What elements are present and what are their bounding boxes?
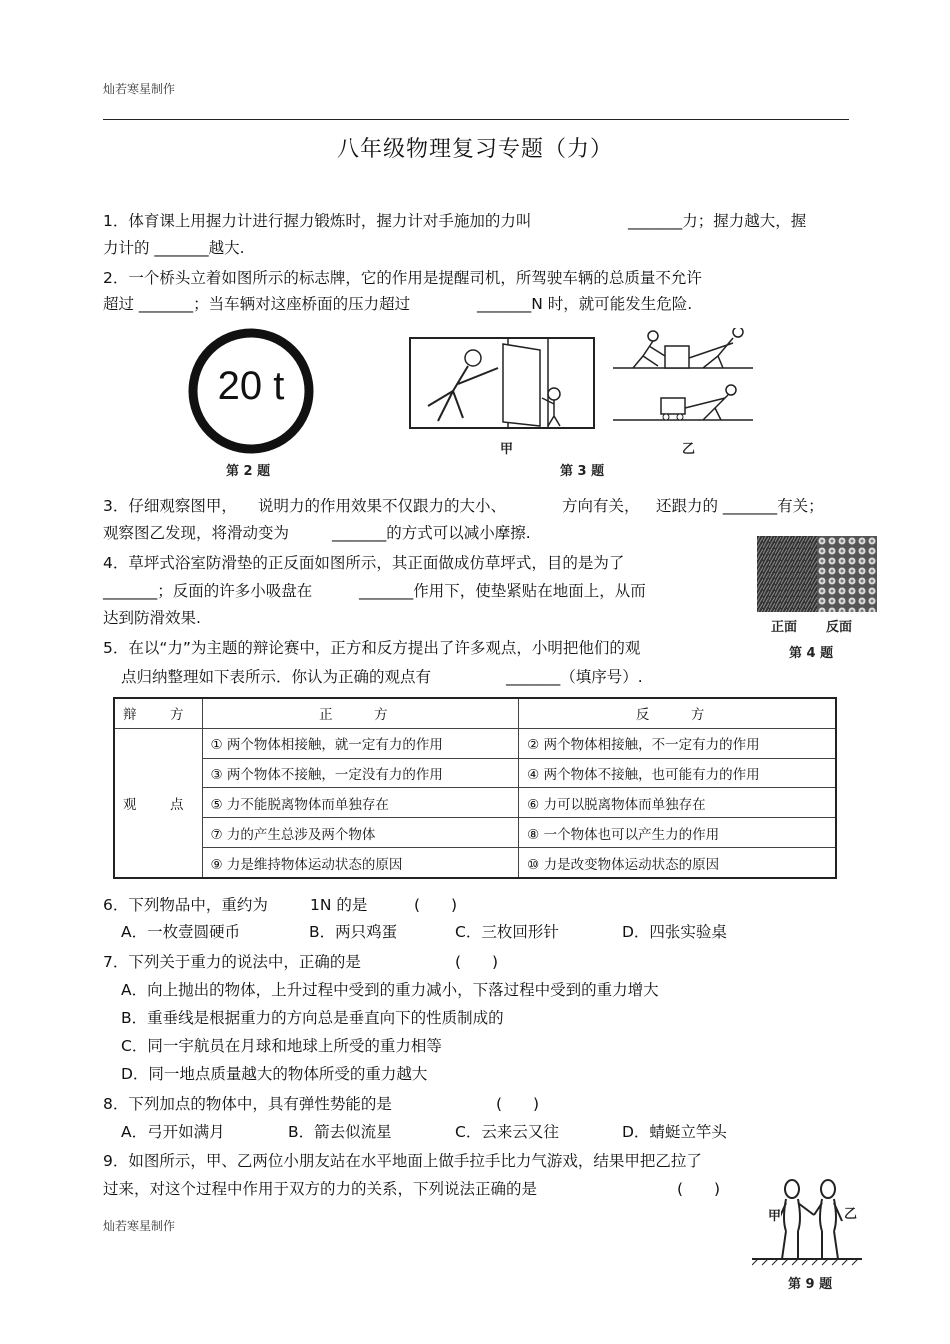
q3-line1d: 还跟力的 _______有关； <box>656 497 824 515</box>
page-footer-text: 灿若寒星制作 <box>103 1219 176 1233</box>
con-viewpoint: ⑩ 力是改变物体运动状态的原因 <box>519 848 836 878</box>
q6-option-d: D．四张实验桌 <box>622 923 727 941</box>
q7-option-b: B．重垂线是根据重力的方向总是垂直向下的性质制成的 <box>121 1009 504 1027</box>
sign-text: 20 t <box>217 364 285 408</box>
q2-line1: 2．一个桥头立着如图所示的标志牌，它的作用是提醒司机，所驾驶车辆的总质量不允许 <box>103 269 702 287</box>
q8-option-d: D．蜻蜓立竿头 <box>622 1123 727 1141</box>
q7-stem: 7．下列关于重力的说法中，正确的是 <box>103 953 361 971</box>
q8-option-a: A．弓开如满月 <box>121 1123 225 1141</box>
q3-line1c: 方向有关， <box>562 497 640 515</box>
header-pro: 正 方 <box>202 698 519 728</box>
q6-paren: ( ) <box>414 896 458 914</box>
con-viewpoint: ⑥ 力可以脱离物体而单独存在 <box>519 788 836 818</box>
con-viewpoint: ④ 两个物体不接触，也可能有力的作用 <box>519 758 836 788</box>
q9-paren: ( ) <box>677 1180 721 1198</box>
q6-option-a: A．一枚壹圆硬币 <box>121 923 241 941</box>
figure-9-caption: 第 9 题 <box>788 1277 833 1292</box>
q6-option-b: B．两只鸡蛋 <box>309 923 398 941</box>
pro-viewpoint: ③ 两个物体不接触，一定没有力的作用 <box>202 758 519 788</box>
pro-viewpoint: ⑦ 力的产生总涉及两个物体 <box>202 818 519 848</box>
figure-3-label-a: 甲 <box>500 442 514 457</box>
q2-line2a: 超过 _______；当车辆对这座桥面的压力超过 <box>103 295 411 313</box>
q7-paren: ( ) <box>455 953 499 971</box>
q8-option-b: B．箭去似流星 <box>288 1123 392 1141</box>
page-title: 八年级物理复习专题（力） <box>336 137 613 162</box>
debate-table <box>113 697 837 879</box>
q8-stem: 8．下列加点的物体中，具有弹性势能的是 <box>103 1095 392 1113</box>
figure-9 <box>752 1175 864 1293</box>
q4-line2b: _______作用下，使垫紧贴在地面上，从而 <box>359 582 646 600</box>
sliding-rolling-drawing-icon <box>613 328 753 422</box>
q4-line3: 达到防滑效果. <box>103 609 201 627</box>
page-header-text: 灿若寒星制作 <box>103 82 176 96</box>
q3-line1b: 说明力的作用效果不仅跟力的大小、 <box>258 497 507 515</box>
figure-2 <box>186 326 316 479</box>
q4-line1: 4．草坪式浴室防滑垫的正反面如图所示，其正面做成仿草坪式，目的是为了 <box>103 554 625 572</box>
q8-paren: ( ) <box>496 1095 540 1113</box>
q1-line1: 1．体育课上用握力计进行握力锻炼时，握力计对手施加的力叫 <box>103 212 532 230</box>
pro-viewpoint: ① 两个物体相接触，就一定有力的作用 <box>202 728 519 758</box>
q6-option-c: C．三枚回形针 <box>455 923 559 941</box>
figure-4-label-back: 反面 <box>826 620 853 635</box>
q3-line2a: 观察图乙发现，将滑动变为 <box>103 524 290 542</box>
q3-line2b: _______的方式可以减小摩擦. <box>332 524 531 542</box>
figure-9-label-b: 乙 <box>844 1207 858 1222</box>
q1-line2: 力计的 _______越大. <box>103 239 245 257</box>
q2-line2b: _______N 时，就可能发生危险. <box>477 295 693 313</box>
figure-9-label-a: 甲 <box>768 1205 781 1224</box>
pro-viewpoint: ⑤ 力不能脱离物体而单独存在 <box>202 788 519 818</box>
q5-line2a: 点归纳整理如下表所示．你认为正确的观点有 <box>121 668 432 686</box>
figure-2-caption: 第 2 题 <box>226 464 271 479</box>
table-row <box>114 758 836 788</box>
row-label: 观 点 <box>114 728 202 878</box>
con-viewpoint: ⑧ 一个物体也可以产生力的作用 <box>519 818 836 848</box>
figure-3 <box>408 336 753 478</box>
q8-option-c: C．云来云又往 <box>455 1123 559 1141</box>
table-row <box>114 788 836 818</box>
q1-line1-blank: _______力；握力越大，握 <box>628 212 807 230</box>
con-viewpoint: ② 两个物体相接触，不一定有力的作用 <box>519 728 836 758</box>
table-row <box>114 728 836 758</box>
header-con: 反 方 <box>519 698 836 728</box>
q7-option-a: A．向上抛出的物体，上升过程中受到的重力减小，下落过程中受到的重力增大 <box>121 981 659 999</box>
door-push-drawing-icon <box>408 336 596 430</box>
q6-stem-b: 1N 的是 <box>310 896 368 914</box>
q9-line1: 9．如图所示，甲、乙两位小朋友站在水平地面上做手拉手比力气游戏，结果甲把乙拉了 <box>103 1152 702 1170</box>
figure-3-caption: 第 3 题 <box>560 464 605 479</box>
figure-4 <box>757 536 879 664</box>
figure-4-label-front: 正面 <box>771 620 798 635</box>
q7-option-d: D．同一地点质量越大的物体所受的重力越大 <box>121 1065 428 1083</box>
header-side: 辩 方 <box>114 698 202 728</box>
table-row <box>114 818 836 848</box>
q7-option-c: C．同一宇航员在月球和地球上所受的重力相等 <box>121 1037 442 1055</box>
q9-line2: 过来，对这个过程中作用于双方的力的关系，下列说法正确的是 <box>103 1180 538 1198</box>
table-header-row <box>114 698 836 728</box>
figure-3-label-b: 乙 <box>682 442 696 457</box>
figure-4-caption: 第 4 题 <box>789 646 834 661</box>
q4-line2a: _______；反面的许多小吸盘在 <box>103 582 313 600</box>
pro-viewpoint: ⑨ 力是维持物体运动状态的原因 <box>202 848 519 878</box>
q5-line2b: _______（填序号）. <box>506 668 643 686</box>
table-row <box>114 848 836 878</box>
q5-line1: 5．在以“力”为主题的辩论赛中，正方和反方提出了许多观点，小明把他们的观 <box>103 639 641 657</box>
bath-mat-photo-icon <box>757 536 877 612</box>
q3-line1a: 3．仔细观察图甲， <box>103 497 237 515</box>
q6-stem-a: 6．下列物品中，重约为 <box>103 896 268 914</box>
header-rule <box>103 119 849 120</box>
